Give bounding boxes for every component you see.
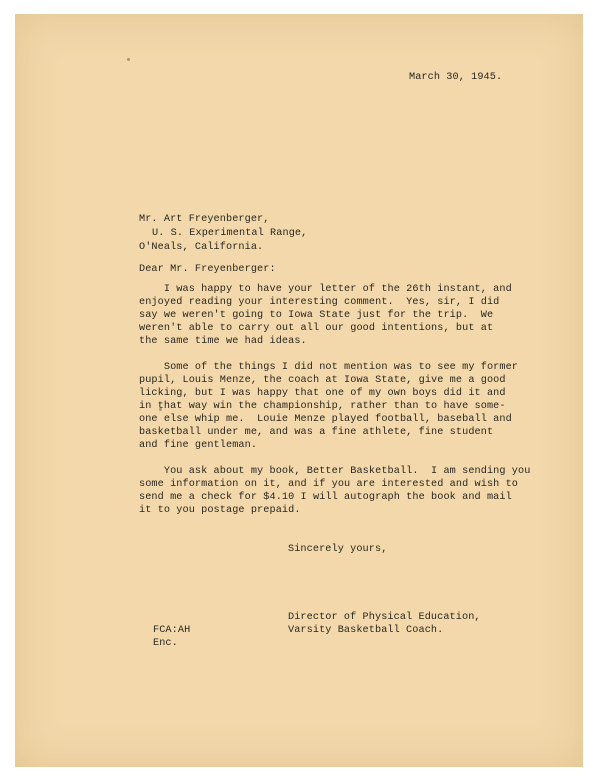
body-line: some information on it, and if you are interested and wish to <box>139 479 519 490</box>
body-line: in that way win the championship, rather than to have some- <box>139 401 506 412</box>
body-line: enjoyed reading your interesting comment. Yes, sir, I did <box>139 297 500 308</box>
body-line: and fine gentleman. <box>139 440 258 451</box>
body-line: pupil, Louis Menze, the coach at Iowa State, give me a good <box>139 375 506 386</box>
body-line: licking, but I was happy that one of my own boys did it and <box>139 388 506 399</box>
recipient-location: O'Neals, California. <box>139 242 264 253</box>
body-line: say we weren't going to Iowa State just for the trip. We <box>139 310 494 321</box>
closing: Sincerely yours, <box>288 544 388 555</box>
signature-subtitle: Varsity Basketball Coach. <box>288 625 444 636</box>
recipient-name: Mr. Art Freyenberger, <box>139 214 270 225</box>
signature-title: Director of Physical Education, <box>288 612 481 623</box>
body-line: the same time we had ideas. <box>139 336 307 347</box>
body-line: You ask about my book, Better Basketball. I am sending you <box>139 466 531 477</box>
body-line: basketball under me, and was a fine athlete, fine student <box>139 427 494 438</box>
body-line: I was happy to have your letter of the 26th instant, and <box>139 284 512 295</box>
salutation: Dear Mr. Freyenberger: <box>139 264 276 275</box>
paper-speck <box>127 58 130 61</box>
body-line: one else whip me. Louie Menze played football, baseball and <box>139 414 512 425</box>
body-line: it to you postage prepaid. <box>139 505 301 516</box>
body-line: Some of the things I did not mention was to see my former <box>139 362 519 373</box>
enclosure-note: Enc. <box>153 638 178 649</box>
reference-initials: FCA:AH <box>153 625 191 636</box>
body-line: weren't able to carry out all our good intentions, but at <box>139 323 494 334</box>
recipient-org: U. S. Experimental Range, <box>152 228 308 239</box>
body-line: send me a check for $4.10 I will autograph the book and mail <box>139 492 512 503</box>
letter-date: March 30, 1945. <box>409 72 503 83</box>
